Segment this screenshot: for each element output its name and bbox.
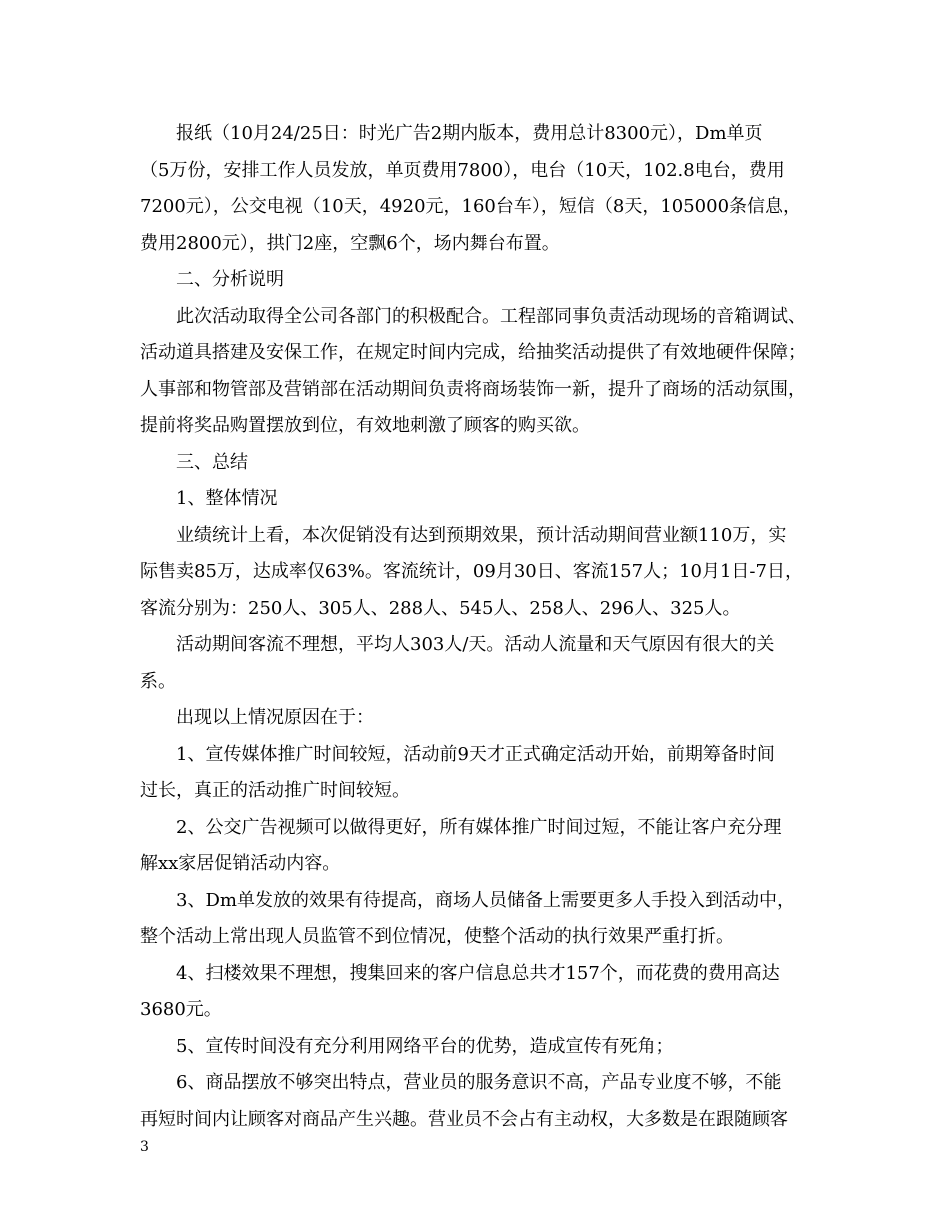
paragraph — [140, 737, 830, 810]
paragraph — [140, 481, 830, 518]
text-line: （5万份，安排工作人员发放，单页费用7800），电台（10天，102.8电台，费用 — [140, 159, 785, 181]
paragraph — [140, 700, 830, 737]
text-line: 此次活动取得全公司各部门的积极配合。工程部同事负责活动现场的音箱调试、 — [176, 305, 806, 327]
text-line: 3680元。 — [140, 999, 222, 1020]
text-line: 业绩统计上看，本次促销没有达到预期效果，预计活动期间营业额110万，实 — [176, 524, 787, 546]
page-number: 3 — [140, 1139, 149, 1155]
paragraph — [140, 116, 830, 262]
text-line: 整个活动上常出现人员监管不到位情况，使整个活动的执行效果严重打折。 — [140, 926, 734, 947]
text-line: 客流分别为：250人、305人、288人、545人、258人、296人、325人。 — [140, 597, 741, 619]
text-line: 4、扫楼效果不理想，搜集回来的客户信息总共才157个，而花费的费用高达 — [176, 962, 780, 984]
text-line: 二、分析说明 — [176, 269, 284, 290]
text-line: 解xx家居促销活动内容。 — [140, 853, 341, 874]
paragraph — [140, 883, 830, 956]
paragraph — [140, 1029, 830, 1066]
text-line: 活动道具搭建及安保工作，在规定时间内完成，给抽奖活动提供了有效地硬件保障； — [140, 342, 806, 363]
paragraph — [140, 1065, 830, 1138]
paragraph — [140, 627, 830, 700]
text-line: 再短时间内让顾客对商品产生兴趣。营业员不会占有主动权，大多数是在跟随顾客 — [140, 1108, 788, 1130]
document-body — [140, 116, 830, 1138]
paragraph — [140, 518, 830, 628]
paragraph — [140, 445, 830, 482]
text-line: 报纸（10月24/25日：时光广告2期内版本，费用总计8300元），Dm单页 — [176, 123, 763, 144]
paragraph — [140, 299, 830, 445]
text-line: 三、总结 — [176, 451, 248, 473]
text-line: 过长，真正的活动推广时间较短。 — [140, 780, 410, 801]
text-line: 活动期间客流不理想，平均人303人/天。活动人流量和天气原因有很大的关 — [176, 634, 775, 655]
text-line: 费用2800元），拱门2座，空飘6个，场内舞台布置。 — [140, 232, 560, 254]
text-line: 际售卖85万，达成率仅63%。客流统计，09月30日、客流157人；10月1日-7日， — [140, 561, 803, 582]
paragraph — [140, 262, 830, 299]
text-line: 1、宣传媒体推广时间较短，活动前9天才正式确定活动开始，前期筹备时间 — [176, 743, 775, 765]
text-line: 2、公交广告视频可以做得更好，所有媒体推广时间过短，不能让客户充分理 — [176, 816, 782, 838]
text-line: 5、宣传时间没有充分利用网络平台的优势，造成宣传有死角； — [176, 1035, 674, 1057]
text-line: 6、商品摆放不够突出特点，营业员的服务意识不高，产品专业度不够，不能 — [176, 1072, 782, 1093]
paragraph — [140, 810, 830, 883]
text-line: 人事部和物管部及营销部在活动期间负责将商场装饰一新，提升了商场的活动氛围， — [140, 378, 806, 400]
text-line: 提前将奖品购置摆放到位，有效地刺激了顾客的购买欲。 — [140, 415, 590, 436]
paragraph — [140, 956, 830, 1029]
text-line: 3、Dm单发放的效果有待提高，商场人员储备上需要更多人手投入到活动中， — [176, 889, 795, 911]
text-line: 出现以上情况原因在于： — [176, 707, 374, 728]
text-line: 1、整体情况 — [176, 488, 278, 509]
text-line: 系。 — [140, 670, 176, 692]
text-line: 7200元），公交电视（10天，4920元，160台车），短信（8天，105000条信息， — [140, 196, 802, 217]
